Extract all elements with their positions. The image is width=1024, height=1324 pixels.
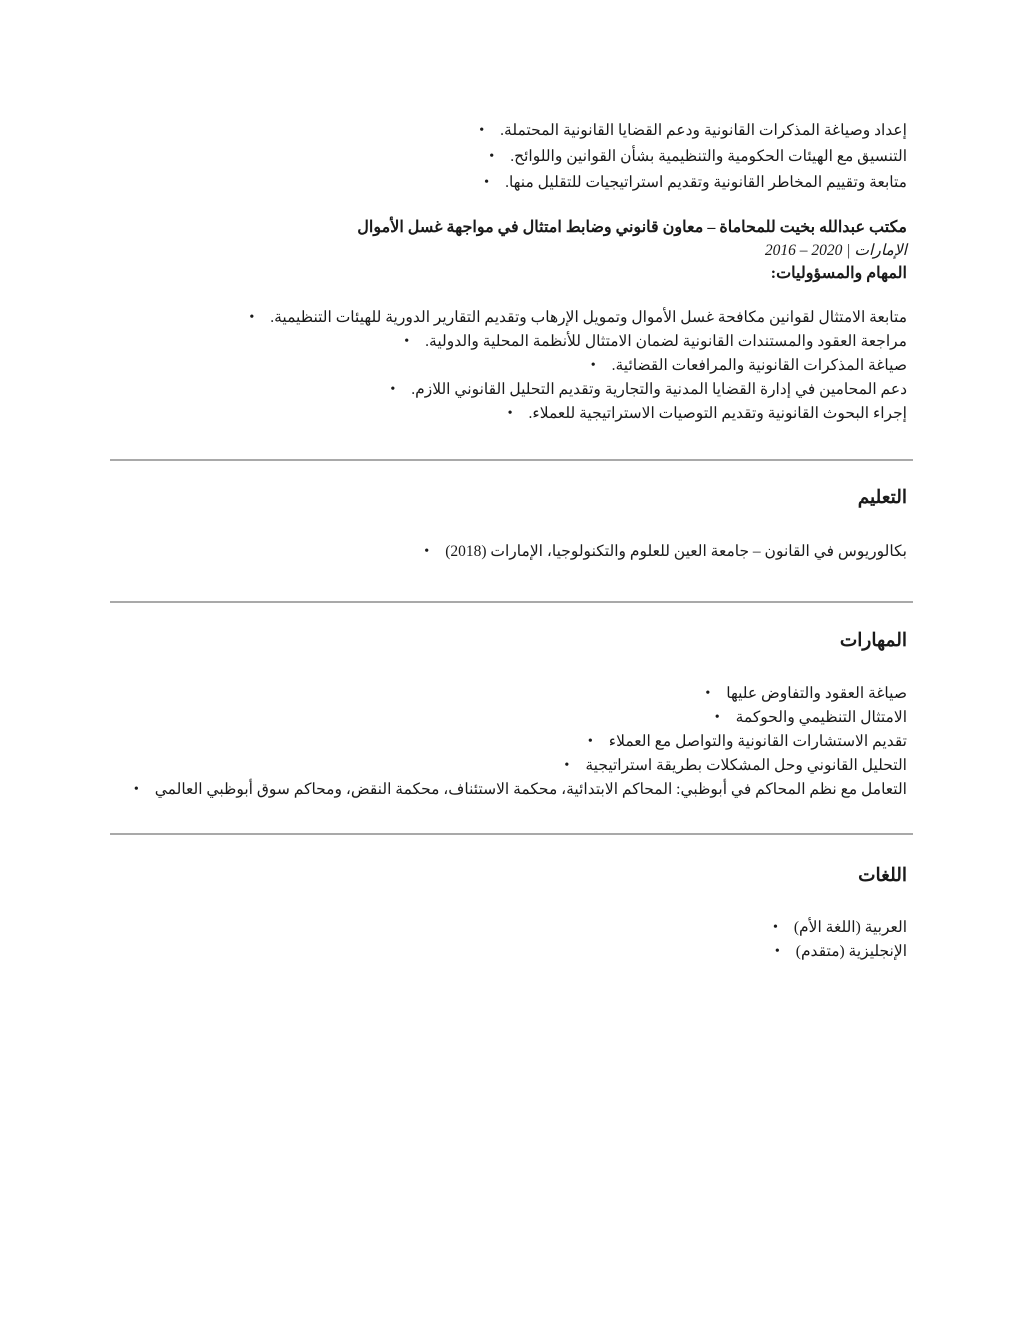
job-title: مكتب عبدالله بخيت للمحاماة – معاون قانوني وضابط امتثال في مواجهة غسل الأموال xyxy=(357,219,907,236)
languages-heading: اللغات xyxy=(858,866,907,886)
bullet-icon: • xyxy=(133,782,139,797)
bullet-icon: • xyxy=(489,149,495,164)
education-bullet-list xyxy=(116,540,907,564)
list-item-text: إعداد وصياغة المذكرات القانونية ودعم القضايا القانونية المحتملة. xyxy=(500,122,907,139)
section-divider xyxy=(110,459,913,461)
bullet-icon: • xyxy=(404,334,410,349)
list-item-text: التنسيق مع الهيئات الحكومية والتنظيمية بشأن القوانين واللوائح. xyxy=(510,148,907,165)
list-item xyxy=(116,540,907,564)
list-item xyxy=(116,682,907,706)
languages-bullet-list xyxy=(116,916,907,964)
list-item xyxy=(116,354,907,378)
bullet-icon: • xyxy=(564,758,570,773)
list-item xyxy=(116,144,907,170)
bullet-icon: • xyxy=(714,710,720,725)
list-item-text: دعم المحامين في إدارة القضايا المدنية والتجارية وتقديم التحليل القانوني اللازم. xyxy=(411,381,907,398)
list-item-text: التحليل القانوني وحل المشكلات بطريقة استراتيجية xyxy=(585,757,907,774)
list-item xyxy=(116,170,907,196)
bullet-icon: • xyxy=(587,734,593,749)
responsibilities-label: المهام والمسؤوليات: xyxy=(770,265,907,282)
bullet-icon: • xyxy=(774,944,780,959)
list-item-text: العربية (اللغة الأم) xyxy=(793,919,907,936)
list-item xyxy=(116,754,907,778)
bullet-icon: • xyxy=(390,382,396,397)
bullet-icon: • xyxy=(249,310,255,325)
list-item xyxy=(116,778,907,802)
list-item xyxy=(116,730,907,754)
bullet-icon: • xyxy=(479,123,485,138)
list-item xyxy=(116,330,907,354)
bullet-icon: • xyxy=(484,175,490,190)
list-item xyxy=(116,306,907,330)
list-item-text: الإنجليزية (متقدم) xyxy=(795,943,907,960)
responsibilities-bullet-list xyxy=(116,306,907,426)
list-item xyxy=(116,706,907,730)
section-divider xyxy=(110,601,913,603)
list-item-text: متابعة الامتثال لقوانين مكافحة غسل الأموال وتمويل الإرهاب وتقديم التقارير الدورية للهيئات التنظيمية. xyxy=(270,309,907,326)
list-item-text: مراجعة العقود والمستندات القانونية لضمان الامتثال للأنظمة المحلية والدولية. xyxy=(425,333,907,350)
list-item xyxy=(116,402,907,426)
bullet-icon: • xyxy=(507,406,513,421)
list-item-text: إجراء البحوث القانونية وتقديم التوصيات الاستراتيجية للعملاء. xyxy=(528,405,907,422)
list-item-text: التعامل مع نظم المحاكم في أبوظبي: المحاكم الابتدائية، محكمة الاستئناف، محكمة النقض، ومحاكم سوق أبوظبي العالمي xyxy=(154,781,907,798)
section-divider xyxy=(110,833,913,835)
list-item-text: صياغة العقود والتفاوض عليها xyxy=(726,685,907,702)
job-location-period: الإمارات | 2020 – 2016 xyxy=(764,242,907,259)
list-item xyxy=(116,916,907,940)
skills-heading: المهارات xyxy=(839,631,907,651)
bullet-icon: • xyxy=(590,358,596,373)
list-item-text: تقديم الاستشارات القانونية والتواصل مع العملاء xyxy=(608,733,907,750)
prior-role-bullet-list xyxy=(116,118,907,196)
bullet-icon: • xyxy=(705,686,711,701)
resume-content xyxy=(116,118,907,964)
list-item-text: صياغة المذكرات القانونية والمرافعات القضائية. xyxy=(611,357,907,374)
list-item xyxy=(116,118,907,144)
bullet-icon: • xyxy=(772,920,778,935)
list-item-text: متابعة وتقييم المخاطر القانونية وتقديم استراتيجيات للتقليل منها. xyxy=(505,174,907,191)
bullet-icon: • xyxy=(424,544,430,559)
skills-bullet-list xyxy=(116,682,907,802)
list-item xyxy=(116,378,907,402)
education-heading: التعليم xyxy=(857,488,907,508)
list-item xyxy=(116,940,907,964)
list-item-text: الامتثال التنظيمي والحوكمة xyxy=(735,709,907,726)
list-item-text: بكالوريوس في القانون – جامعة العين للعلوم والتكنولوجيا، الإمارات (2018) xyxy=(445,543,907,560)
